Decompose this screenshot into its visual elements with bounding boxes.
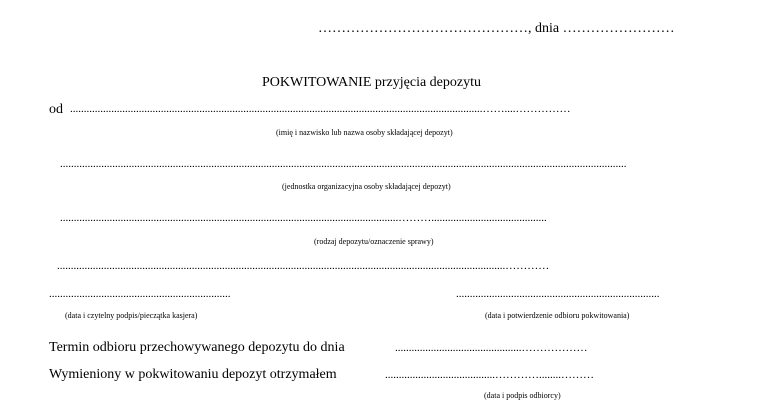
cashier-signature-line: .................................................................. xyxy=(49,289,231,300)
unit-dotted-line: .............................................................................................................................................................................................................. xyxy=(60,159,627,170)
unit-caption: (jednostka organizacyjna osoby składającej depozyt) xyxy=(282,182,451,191)
recipient-signature-caption: (data i podpis odbiorcy) xyxy=(484,391,561,400)
received-label: Wymieniony w pokwitowaniu depozyt otrzymałem xyxy=(49,367,337,382)
pickup-deadline-label: Termin odbioru przechowywanego depozytu do dnia xyxy=(49,340,345,355)
extra-dotted-line: ...................................................................................................................................................................………… xyxy=(57,261,550,272)
received-dotted-line: ........................................…………........……… xyxy=(385,370,594,381)
from-label: od xyxy=(49,102,63,117)
from-caption: (imię i nazwisko lub nazwa osoby składającej depozyt) xyxy=(276,128,453,137)
pickup-deadline-dotted-line: ..............................................……………… xyxy=(395,343,588,354)
receipt-confirmation-line: .......................................................................... xyxy=(456,289,660,300)
place-date-line: ………………………………………, dnia …………………… xyxy=(318,21,675,36)
cashier-signature-caption: (data i czytelny podpis/pieczątka kasjera) xyxy=(65,311,198,320)
from-dotted-line: ......................................................................................................................................................……....…………… xyxy=(70,104,571,115)
type-dotted-line: ...........................................................................................................................……….......................................... xyxy=(60,213,547,224)
receipt-confirmation-caption: (data i potwierdzenie odbioru pokwitowania) xyxy=(485,311,630,320)
type-caption: (rodzaj depozytu/oznaczenie sprawy) xyxy=(314,237,434,246)
document-title: POKWITOWANIE przyjęcia depozytu xyxy=(262,75,482,90)
